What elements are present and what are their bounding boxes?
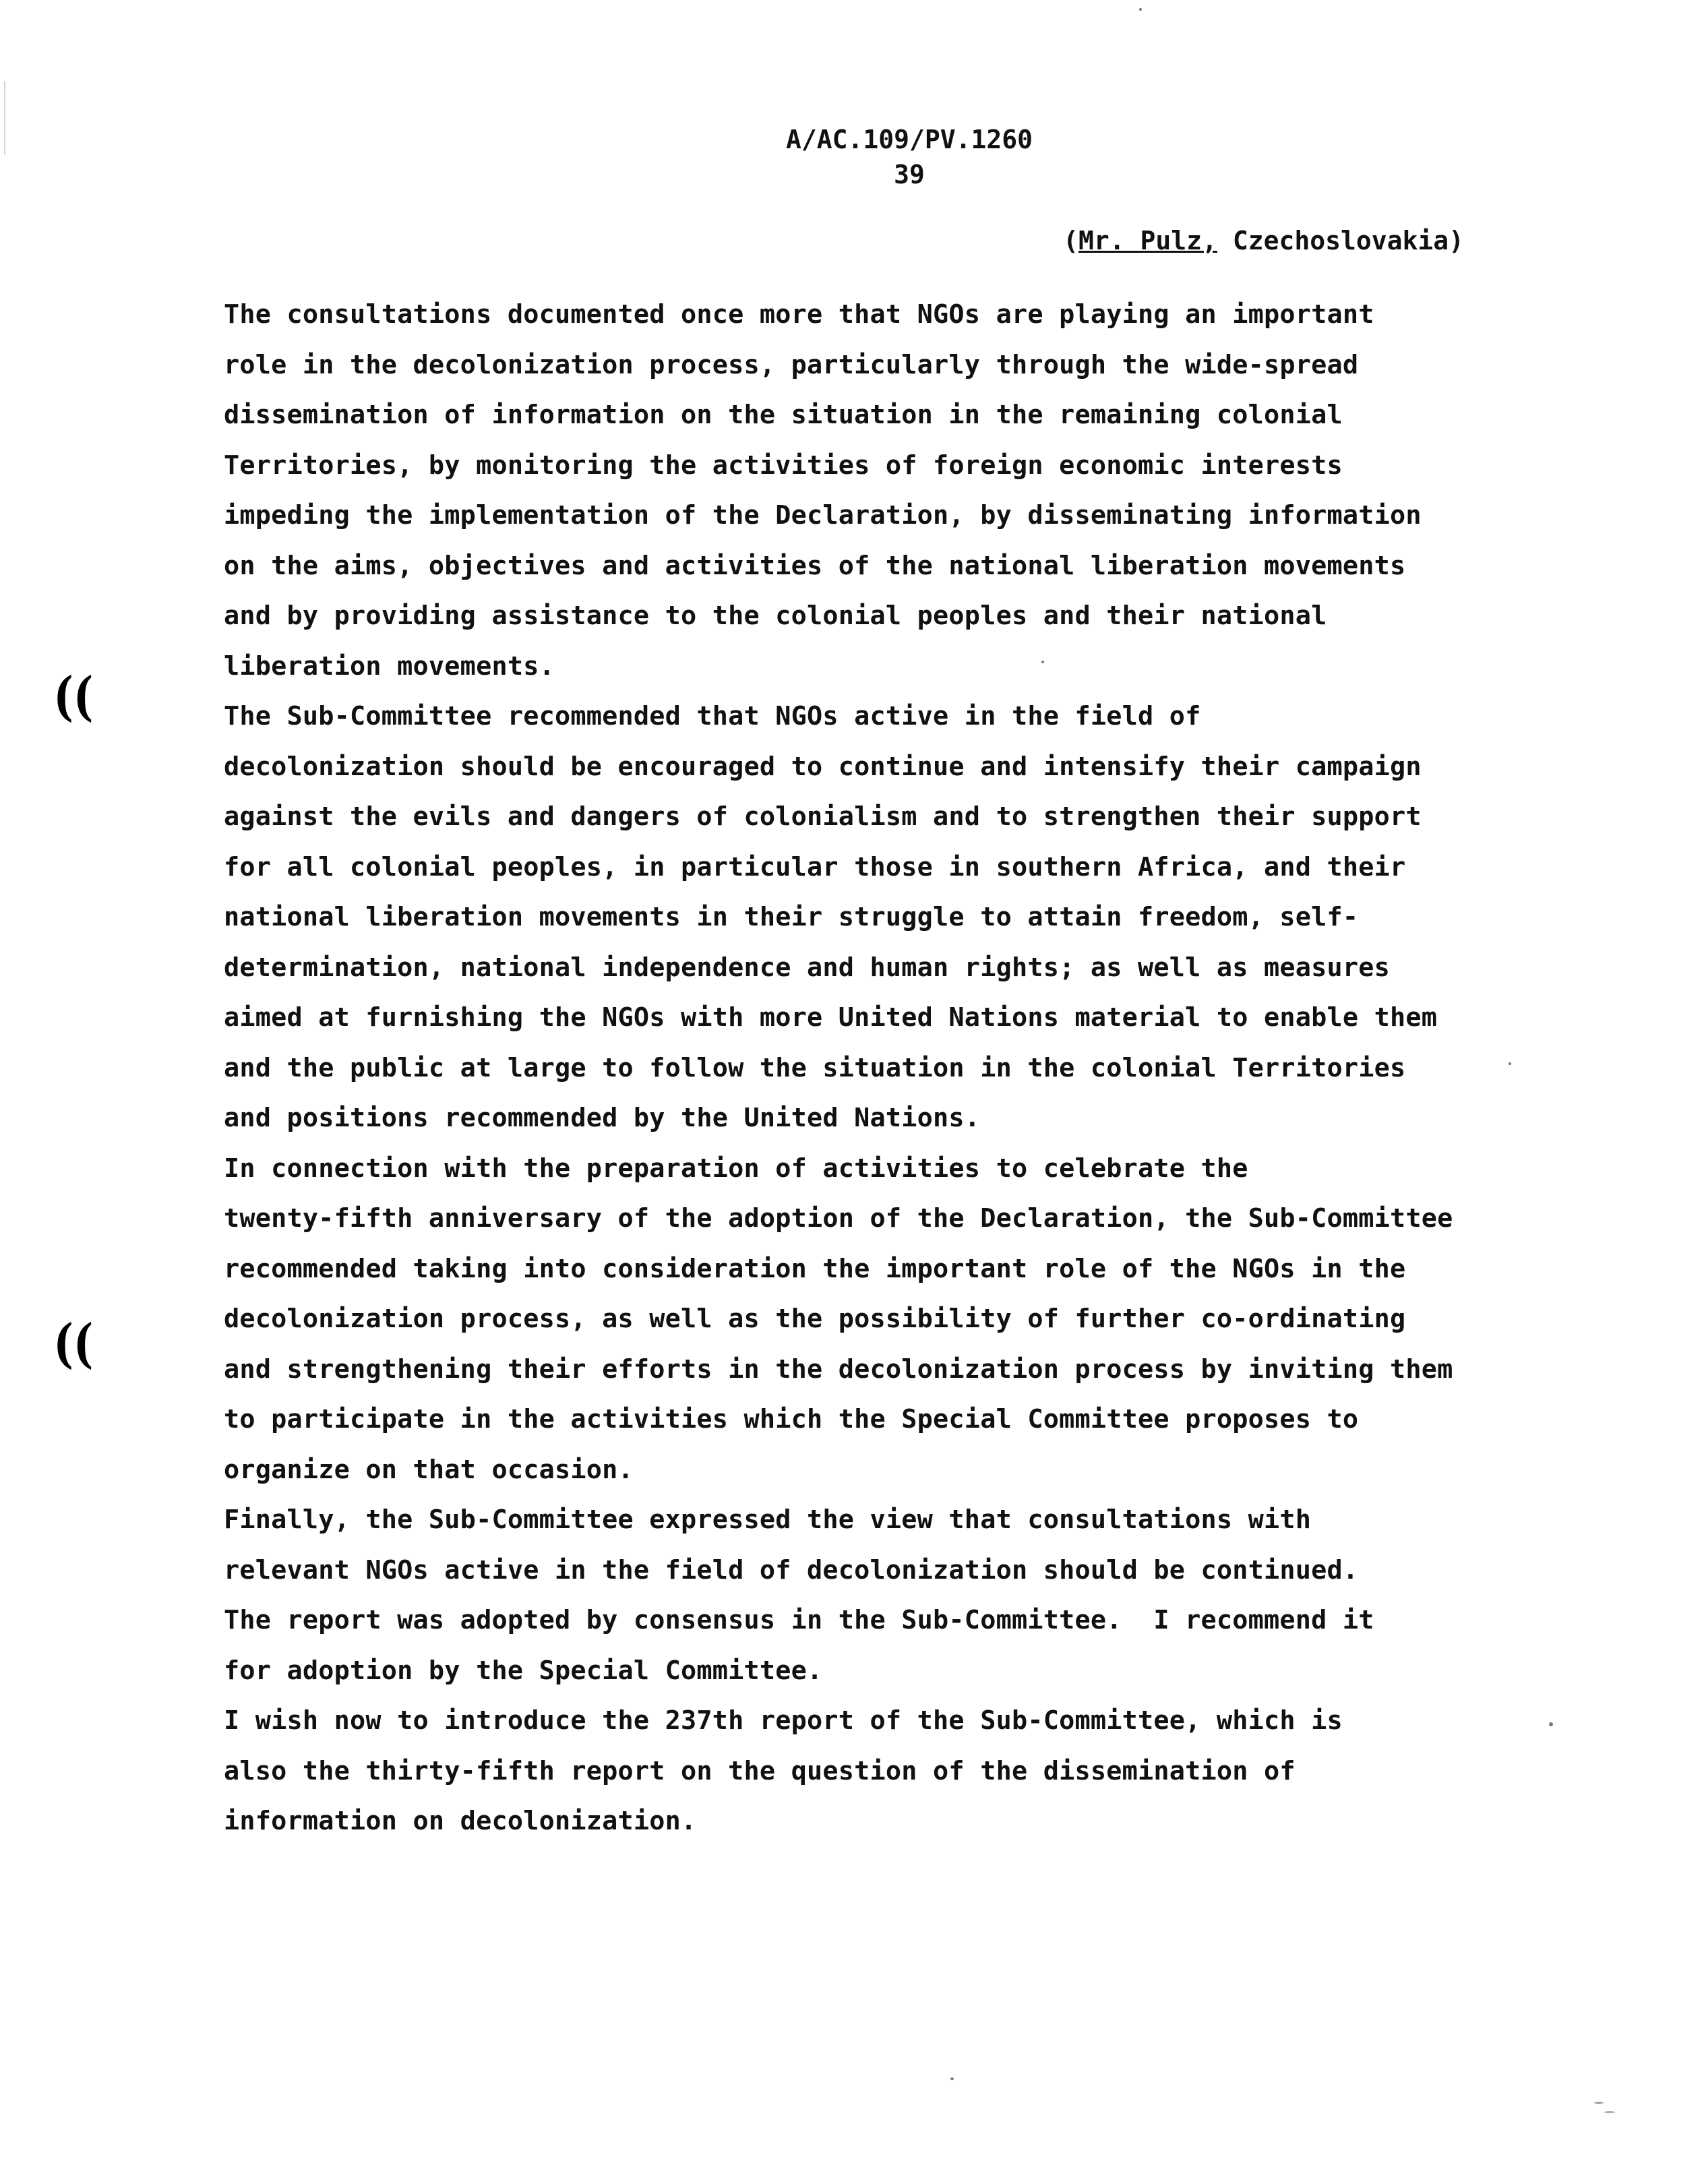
paragraph-1 [140, 290, 1468, 692]
paragraph-3 [140, 1144, 1468, 1496]
text-line: liberation movements. [224, 650, 555, 681]
text-line: dissemination of information on the situation in the remaining colonial [224, 400, 1343, 430]
text-line: for all colonial peoples, in particular those in southern Africa, and their [224, 851, 1406, 882]
text-line: impeding the implementation of the Declaration, by disseminating information [224, 500, 1422, 530]
text-line: to participate in the activities which the Special Committee proposes to [224, 1404, 1359, 1434]
paragraph-4 [140, 1495, 1468, 1596]
text-line: and by providing assistance to the colonial peoples and their national [224, 601, 1327, 631]
text-line: and positions recommended by the United Nations. [224, 1103, 981, 1133]
document-symbol: A/AC.109/PV.1260 [785, 125, 1033, 154]
scan-speck [1549, 1722, 1553, 1726]
paragraph-2 [140, 692, 1468, 1144]
text-line: for adoption by the Special Committee. [224, 1655, 823, 1686]
text-line: information on decolonization. [224, 1806, 697, 1836]
margin-mark-icon: (( [53, 1313, 94, 1374]
text-line: national liberation movements in their struggle to attain freedom, self- [224, 902, 1359, 932]
text-line: I wish now to introduce the 237th report of the Sub-Committee, which is [224, 1705, 1343, 1736]
text-line: Finally, the Sub-Committee expressed the view that consultations with [224, 1505, 1312, 1535]
scan-speck [1594, 2102, 1604, 2104]
text-line: In connection with the preparation of activities to celebrate the [224, 1153, 1248, 1184]
speaker-attribution [1063, 224, 1464, 257]
text-line: aimed at furnishing the NGOs with more United Nations material to enable them [224, 1002, 1438, 1033]
text-line: also the thirty-fifth report on the question of the dissemination of [224, 1755, 1296, 1786]
text-line: decolonization should be encouraged to continue and intensify their campaign [224, 751, 1422, 782]
scan-speck [1041, 661, 1044, 663]
paragraph-6 [140, 1696, 1468, 1847]
text-line: The Sub-Committee recommended that NGOs active in the field of [224, 701, 1201, 731]
page-number: 39 [894, 160, 925, 189]
text-line: determination, national independence and human rights; as well as measures [224, 952, 1391, 983]
paragraph-5 [140, 1596, 1468, 1696]
text-line: and the public at large to follow the situation in the colonial Territories [224, 1052, 1406, 1083]
text-line: role in the decolonization process, particularly through the wide-spread [224, 349, 1359, 380]
text-line: against the evils and dangers of colonialism and to strengthen their support [224, 801, 1422, 832]
text-line: relevant NGOs active in the field of decolonization should be continued. [224, 1554, 1359, 1585]
text-line: organize on that occasion. [224, 1454, 634, 1485]
text-line: and strengthening their efforts in the decolonization process by inviting them [224, 1354, 1453, 1385]
scan-speck [1509, 1062, 1511, 1065]
text-line: decolonization process, as well as the possibility of further co-ordinating [224, 1304, 1406, 1334]
scan-speck [950, 2077, 954, 2080]
speaker-open-paren: ( [1063, 226, 1079, 255]
body-text [140, 290, 1468, 1847]
text-line: The consultations documented once more that NGOs are playing an important [224, 299, 1374, 330]
text-line: Territories, by monitoring the activities of foreign economic interests [224, 450, 1343, 481]
text-line: on the aims, objectives and activities of the national liberation movements [224, 550, 1406, 581]
text-line: recommended taking into consideration the important role of the NGOs in the [224, 1253, 1406, 1284]
speaker-close-paren: ) [1449, 226, 1464, 255]
text-line: The report was adopted by consensus in the Sub-Committee. I recommend it [224, 1605, 1374, 1635]
scan-speck [1139, 8, 1142, 11]
speaker-name: Mr. Pulz, [1078, 226, 1217, 255]
scan-speck [1604, 2111, 1615, 2113]
speaker-country: Czechoslovakia [1217, 226, 1449, 255]
margin-mark-icon: (( [53, 666, 94, 727]
text-line: twenty-fifth anniversary of the adoption of the Declaration, the Sub-Committee [224, 1203, 1453, 1234]
